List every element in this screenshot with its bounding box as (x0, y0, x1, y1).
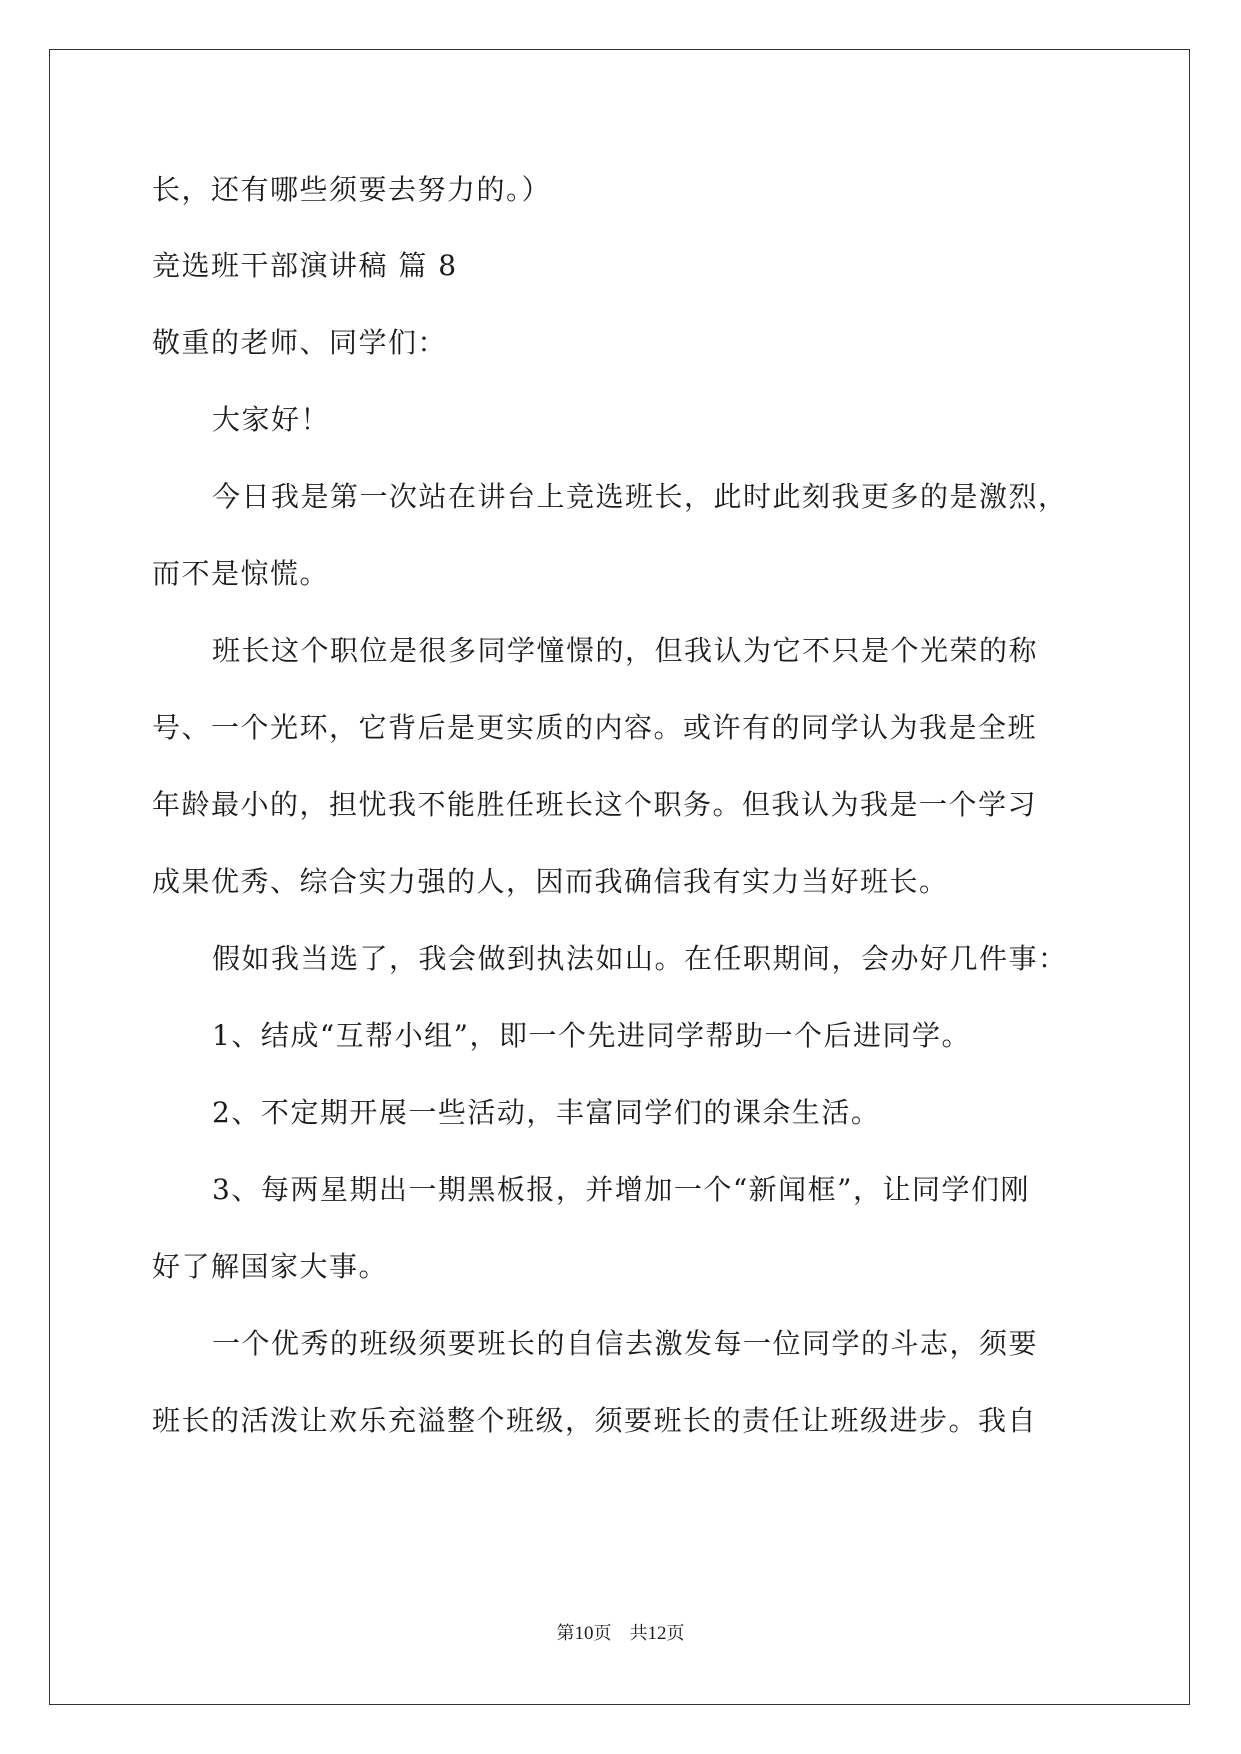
list-item: 1、结成“互帮小组”，即一个先进同学帮助一个后进同学。 (212, 1019, 971, 1052)
total-prefix: 共 (629, 1623, 648, 1644)
body-text-line: 长，还有哪些须要去努力的。） (152, 173, 552, 206)
paragraph-line: 而不是惊慌。 (152, 557, 330, 590)
section-heading: 竞选班干部演讲稿 篇 8 (152, 249, 458, 282)
page-current: 10 (574, 1623, 594, 1644)
paragraph-line: 班长这个职位是很多同学憧憬的，但我认为它不只是个光荣的称 (212, 634, 1039, 667)
list-item: 3、每两星期出一期黑板报，并增加一个“新闻框”，让同学们刚 (212, 1173, 1030, 1206)
total-suffix: 页 (666, 1623, 685, 1644)
greeting: 大家好！ (212, 403, 331, 436)
page-prefix: 第 (556, 1623, 575, 1644)
page-footer (0, 1622, 1241, 1646)
page-suffix: 页 (593, 1623, 612, 1644)
salutation: 敬重的老师、同学们： (152, 326, 448, 359)
list-item: 2、不定期开展一些活动，丰富同学们的课余生活。 (212, 1096, 881, 1129)
list-item-continuation: 好了解国家大事。 (152, 1250, 389, 1283)
paragraph-line: 号、一个光环，它背后是更实质的内容。或许有的同学认为我是全班 (152, 711, 1038, 744)
paragraph-line: 今日我是第一次站在讲台上竞选班长，此时此刻我更多的是激烈， (212, 480, 1068, 513)
paragraph-line: 一个优秀的班级须要班长的自信去激发每一位同学的斗志，须要 (212, 1327, 1039, 1360)
page-total: 12 (647, 1623, 667, 1644)
paragraph-line: 年龄最小的，担忧我不能胜任班长这个职务。但我认为我是一个学习 (152, 788, 1038, 821)
paragraph-line: 班长的活泼让欢乐充溢整个班级，须要班长的责任让班级进步。我自 (152, 1404, 1038, 1437)
paragraph-line: 假如我当选了，我会做到执法如山。在任职期间，会办好几件事： (212, 942, 1068, 975)
paragraph-line: 成果优秀、综合实力强的人，因而我确信我有实力当好班长。 (152, 865, 949, 898)
